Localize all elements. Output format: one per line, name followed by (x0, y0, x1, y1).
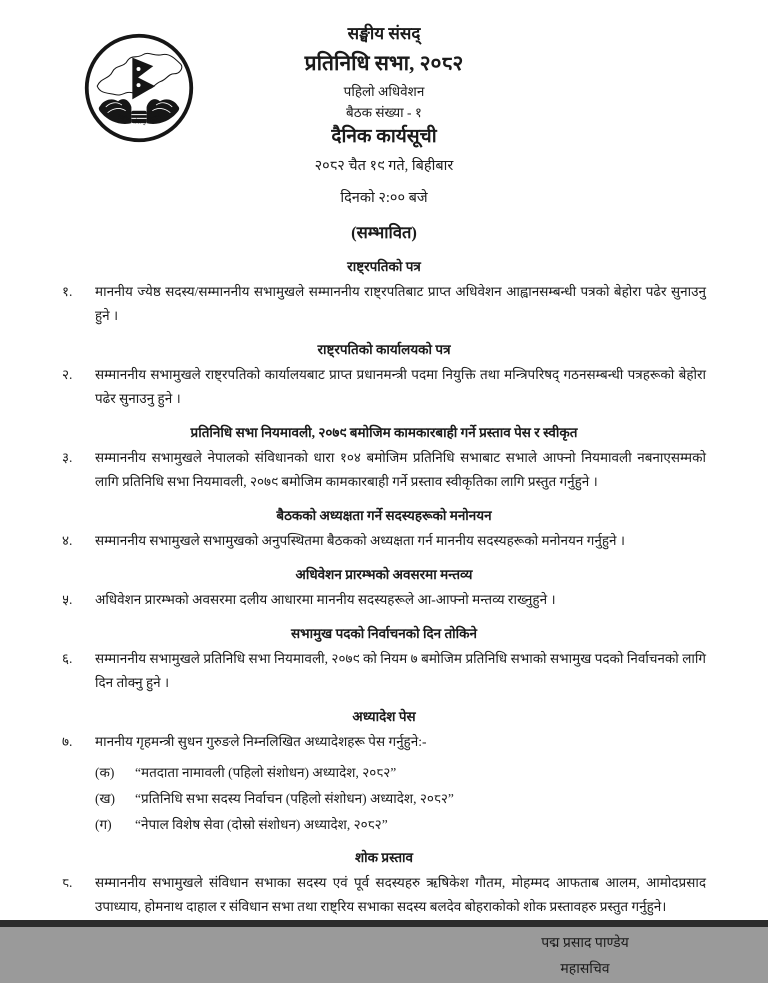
assembly-title: प्रतिनिधि सभा, २०८२ (304, 50, 464, 75)
item-text: माननीय गृहमन्त्री सुधन गुरुङले निम्नलिखित अध्यादेशहरू पेस गर्नुहुने:- (क) “मतदाता नामावली (पहिलो संशोधन) अध्यादेश, २०८२” (ख) “प्रतिनिधि सभा सदस्य निर्वाचन (पहिलो संशोधन) अध्यादेश, २०८२” (ग) “नेपाल विशेष सेवा (दोस्रो संशोधन) अध्यादेश, २०८२” (95, 730, 706, 836)
section-heading: अध्यादेश पेस (352, 708, 416, 724)
section-heading: राष्ट्रपतिको पत्र (347, 258, 421, 274)
agenda-section-3 (62, 423, 706, 494)
agenda-section-1 (62, 257, 706, 328)
item-text: सम्माननीय सभामुखले संविधान सभाका सदस्य एवं पूर्व सदस्यहरु ऋषिकेश गौतम, मोहम्मद आफताब आलम, आमोदप्रसाद उपाध्याय, होमनाथ दाहाल र संविधान सभा तथा राष्ट्रिय सभाका सदस्य बलदेव बोहराकोको शोक प्रस्तावहरु प्रस्तुत गर्नुहुने। (95, 874, 706, 914)
agenda-section-7 (62, 707, 706, 836)
meeting-date: २०८२ चैत १९ गते, बिहीबार (314, 157, 454, 174)
parliament-emblem-icon (82, 31, 196, 145)
item-text: अधिवेशन प्रारम्भको अवसरमा दलीय आधारमा माननीय सदस्यहरूले आ-आफ्नो मन्तव्य राख्नुहुने । (95, 591, 556, 607)
parliament-emblem (82, 31, 196, 145)
agenda-item (62, 647, 706, 695)
agenda-item (62, 871, 706, 919)
tentative-label: (सम्भावित) (351, 222, 417, 242)
agenda-item (62, 280, 706, 328)
sub-item-label: (ख) (95, 790, 116, 806)
section-heading: सभामुख पदको निर्वाचनको दिन तोकिने (290, 625, 478, 641)
item-text: सम्माननीय सभामुखले प्रतिनिधि सभा नियमावली, २०७९ को नियम ७ बमोजिम प्रतिनिधि सभाको सभामुख पदको निर्वाचनको लागि दिन तोक्नु हुने । (95, 650, 706, 690)
section-heading: शोक प्रस्ताव (354, 849, 414, 865)
item-number: ३. (62, 449, 73, 465)
agenda-section-5 (62, 565, 706, 612)
ordinance-sub-item (95, 788, 706, 810)
agenda-section-4 (62, 506, 706, 553)
document-title: दैनिक कार्यसूची (331, 125, 437, 147)
signatory-title: महासचिव (560, 961, 610, 977)
signatory-name: पद्म प्रसाद पाण्डेय (541, 935, 629, 951)
session-label: पहिलो अधिवेशन (343, 83, 425, 99)
item-number: ४. (62, 532, 73, 548)
sub-item-label: (ग) (95, 816, 112, 832)
item-text: सम्माननीय सभामुखले नेपालको संविधानको धारा १०४ बमोजिम प्रतिनिधि सभाबाट सभाले आफ्नो नियमावली नबनाएसम्मको लागि प्रतिनिधि सभा नियमावली, २०७९ बमोजिम कामकारबाही गर्ने प्रस्ताव स्वीकृतिका लागि प्रस्तुत गर्नुहुने । (95, 449, 706, 489)
flag-sun (137, 83, 141, 87)
item-text: सम्माननीय सभामुखले राष्ट्रपतिको कार्यालयबाट प्राप्त प्रधानमन्त्री पदमा नियुक्ति तथा मन्त्रिपरिषद् गठनसम्बन्धी पत्रहरूको बेहोरा पढेर सुनाउनु हुने । (95, 366, 706, 406)
agenda-section-8 (62, 848, 706, 919)
agenda-item (62, 363, 706, 411)
agenda-section-2 (62, 340, 706, 411)
meeting-time: दिनको २:०० बजे (340, 190, 428, 207)
sub-item-label: (क) (95, 764, 115, 780)
section-heading: अधिवेशन प्रारम्भको अवसरमा मन्तव्य (295, 566, 473, 582)
item-number: ५. (62, 591, 73, 607)
item-number: ६. (62, 650, 73, 666)
sub-item-text: “प्रतिनिधि सभा सदस्य निर्वाचन (पहिलो संशोधन) अध्यादेश, २०८२” (135, 790, 454, 806)
signature-block (480, 931, 690, 983)
org-name: सङ्घीय संसद् (347, 24, 421, 43)
emblem-caption: सङ्घीय संसद्, नेपाल (115, 113, 163, 126)
item-text: माननीय ज्येष्ठ सदस्य/सम्माननीय सभामुखले सम्माननीय राष्ट्रपतिबाट प्राप्त अधिवेशन आह्वानसम्बन्धी पत्रको बेहोरा पढेर सुनाउनु हुने । (95, 283, 706, 323)
scan-edge-artifact (0, 920, 768, 927)
section-heading: प्रतिनिधि सभा नियमावली, २०७९ बमोजिम कामकारबाही गर्ने प्रस्ताव पेस र स्वीकृत (190, 424, 578, 440)
agenda-item (62, 730, 706, 836)
sub-item-text: “मतदाता नामावली (पहिलो संशोधन) अध्यादेश, २०८२” (135, 764, 397, 780)
item-text: सम्माननीय सभामुखले सभामुखको अनुपस्थितमा बैठकको अध्यक्षता गर्न माननीय सदस्यहरूको मनोनयन गर्नुहुने । (95, 532, 625, 548)
meeting-number: बैठक संख्या - १ (346, 105, 422, 121)
sub-item-text: “नेपाल विशेष सेवा (दोस्रो संशोधन) अध्यादेश, २०८२” (135, 816, 388, 832)
agenda-item (62, 446, 706, 494)
ordinance-sub-item (95, 814, 706, 836)
agenda-sections (0, 243, 768, 919)
item-number: ८. (62, 874, 73, 890)
flag-moon (137, 67, 141, 71)
item-number: १. (62, 283, 73, 299)
ordinance-sub-item (95, 762, 706, 784)
agenda-section-6 (62, 624, 706, 695)
agenda-item (62, 529, 706, 553)
section-heading: राष्ट्रपतिको कार्यालयको पत्र (317, 341, 451, 357)
item-number: ७. (62, 733, 73, 749)
item-number: २. (62, 366, 73, 382)
agenda-item (62, 588, 706, 612)
section-heading: बैठकको अध्यक्षता गर्ने सदस्यहरूको मनोनयन (276, 507, 492, 523)
